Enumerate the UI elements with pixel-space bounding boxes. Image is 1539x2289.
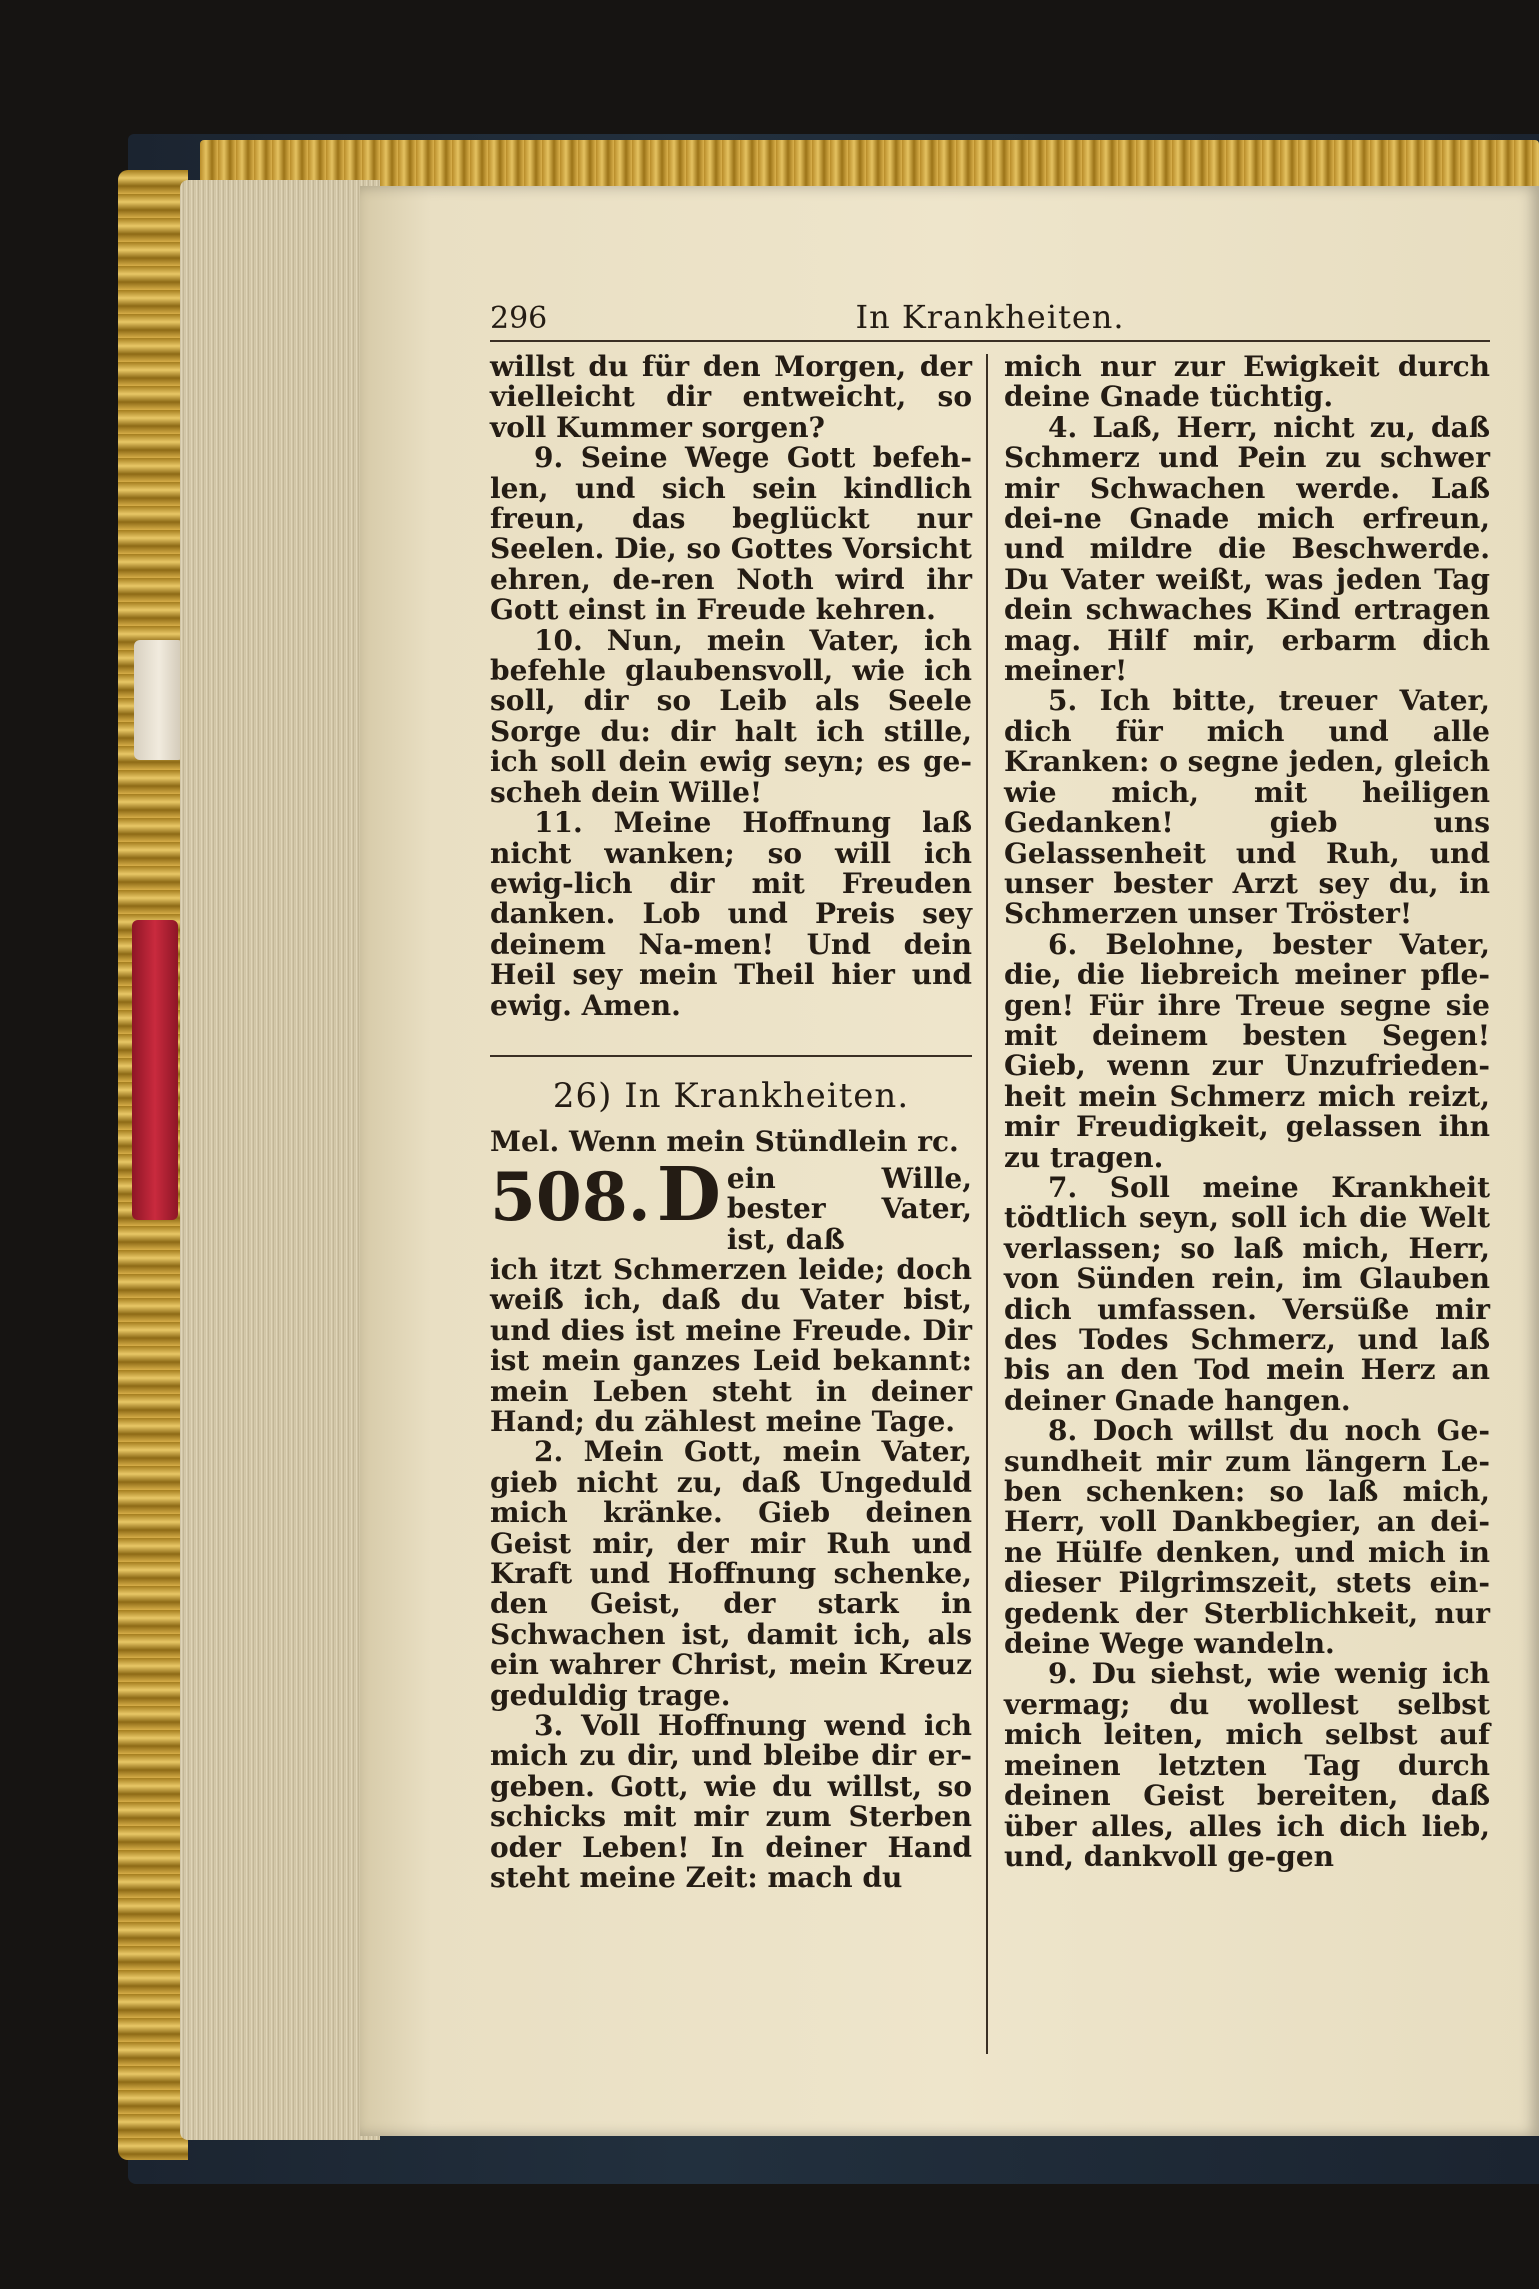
hymn-verse-3: 3. Voll Hoffnung wend ich mich zu dir, und bleibe dir er-geben. Gott, wie du willst, so schicks mit mir zum Sterben oder Leben! In deiner Hand steht meine Zeit: mach du bbox=[490, 1709, 972, 1895]
hymn-verse-2: 2. Mein Gott, mein Vater, gieb nicht zu, daß Ungeduld mich kränke. Gieb deinen Geist mir, der mir Ruh und Kraft und Hoffnung schenke, den Geist, der stark in Schwachen ist, damit ich, als ein wahrer Christ, mein Kreuz geduldig trage. bbox=[490, 1435, 972, 1712]
verse-9: 9. Seine Wege Gott befeh-len, und sich sein kindlich freun, das beglückt nur Seelen. Die, so Gottes Vorsicht ehren, de-ren Noth wird ihr Gott einst in Freude kehren. bbox=[490, 441, 972, 627]
verse-10: 10. Nun, mein Vater, ich befehle glaubensvoll, wie ich soll, dir so Leib als Seele Sorge du: dir halt ich stille, ich soll dein ewig seyn; es ge-scheh dein Wille! bbox=[490, 623, 972, 809]
left-column bbox=[490, 352, 986, 2054]
hymn-verse-4: 4. Laß, Herr, nicht zu, daß Schmerz und Pein zu schwer mir Schwachen werde. Laß dei-ne Gnade mich erfreun, und mildre die Beschwerde. Du Vater weißt, was jeden Tag dein schwaches Kind ertragen mag. Hilf mir, erbarm dich meiner! bbox=[1004, 410, 1490, 688]
running-head: In Krankheiten. bbox=[855, 298, 1125, 336]
verse-11: 11. Meine Hoffnung laß nicht wanken; so will ich ewig-lich dir mit Freuden danken. Lob und Preis sey deinem Na-men! Und dein Heil sey mein Theil hier und ewig. Amen. bbox=[490, 806, 972, 1022]
page-stack-edge bbox=[180, 180, 380, 2140]
hymn-verse-5: 5. Ich bitte, treuer Vater, dich für mich und alle Kranken: o segne jeden, gleich wie mich, mit heiligen Gedanken! gieb uns Gelassenheit und Ruh, und unser bester Arzt sey du, in Schmerzen unser Tröster! bbox=[1004, 684, 1491, 931]
section-divider bbox=[490, 1055, 972, 1057]
drop-cap: D bbox=[656, 1151, 721, 1238]
hymn-verse-6: 6. Belohne, bester Vater, die, die liebreich meiner pfle-gen! Für ihre Treue segne sie mit deinem besten Segen! Gieb, wenn zur Unzufrieden-heit mein Schmerz mich reizt, mir Freudigkeit, gelassen ihn zu tragen. bbox=[1004, 927, 1490, 1174]
hymn-start bbox=[490, 1151, 972, 1256]
right-column bbox=[988, 352, 1490, 2054]
hymn-verse-7: 7. Soll meine Krankheit tödtlich seyn, soll ich die Welt verlassen; so laß mich, Herr, von Sünden rein, im Glauben dich umfassen. Versüße mir des Todes Schmerz, und laß bis an den Tod mein Herz an deiner Gnade hangen. bbox=[1004, 1170, 1490, 1417]
two-columns bbox=[490, 352, 1490, 2054]
red-ribbon-tab bbox=[132, 920, 178, 1220]
hymn-first-lines: ein Wille, bester Vater, ist, daß bbox=[726, 1161, 972, 1256]
verse-continuation-right: mich nur zur Ewigkeit durch deine Gnade tüchtig. bbox=[1004, 350, 1490, 414]
section-title: 26) In Krankheiten. bbox=[552, 1075, 910, 1116]
page-number: 296 bbox=[490, 301, 548, 336]
hymn-number: 508. bbox=[490, 1157, 651, 1236]
verse-continuation: willst du für den Morgen, der vielleicht dir entweicht, so voll Kummer sorgen? bbox=[490, 350, 972, 444]
hymn-verse-8: 8. Doch willst du noch Ge-sundheit mir zum längern Le-ben schenken: so laß mich, Herr, voll Dankbegier, an dei-ne Hülfe denken, und mich in dieser Pilgrimszeit, stets ein-gedenk der Sterblichkeit, nur deine Wege wandeln. bbox=[1004, 1414, 1490, 1661]
hymn-verse-9: 9. Du siehst, wie wenig ich vermag; du wollest selbst mich leiten, mich selbst auf meinen letzten Tag durch deinen Geist bereiten, daß über alles, alles ich dich lieb, und, dankvoll ge-gen bbox=[1004, 1657, 1490, 1873]
hymn-verse-1: ich itzt Schmerzen leide; doch weiß ich, daß du Vater bist, und dies ist meine Freude. Dir ist mein ganzes Leid bekannt: mein Leben steht in deiner Hand; du zählest meine Tage. bbox=[490, 1252, 972, 1438]
page-text bbox=[490, 296, 1490, 2054]
white-ribbon-tab bbox=[134, 640, 184, 760]
page-header bbox=[490, 296, 1490, 342]
melody-line: Mel. Wenn mein Stündlein rc. bbox=[490, 1125, 959, 1159]
